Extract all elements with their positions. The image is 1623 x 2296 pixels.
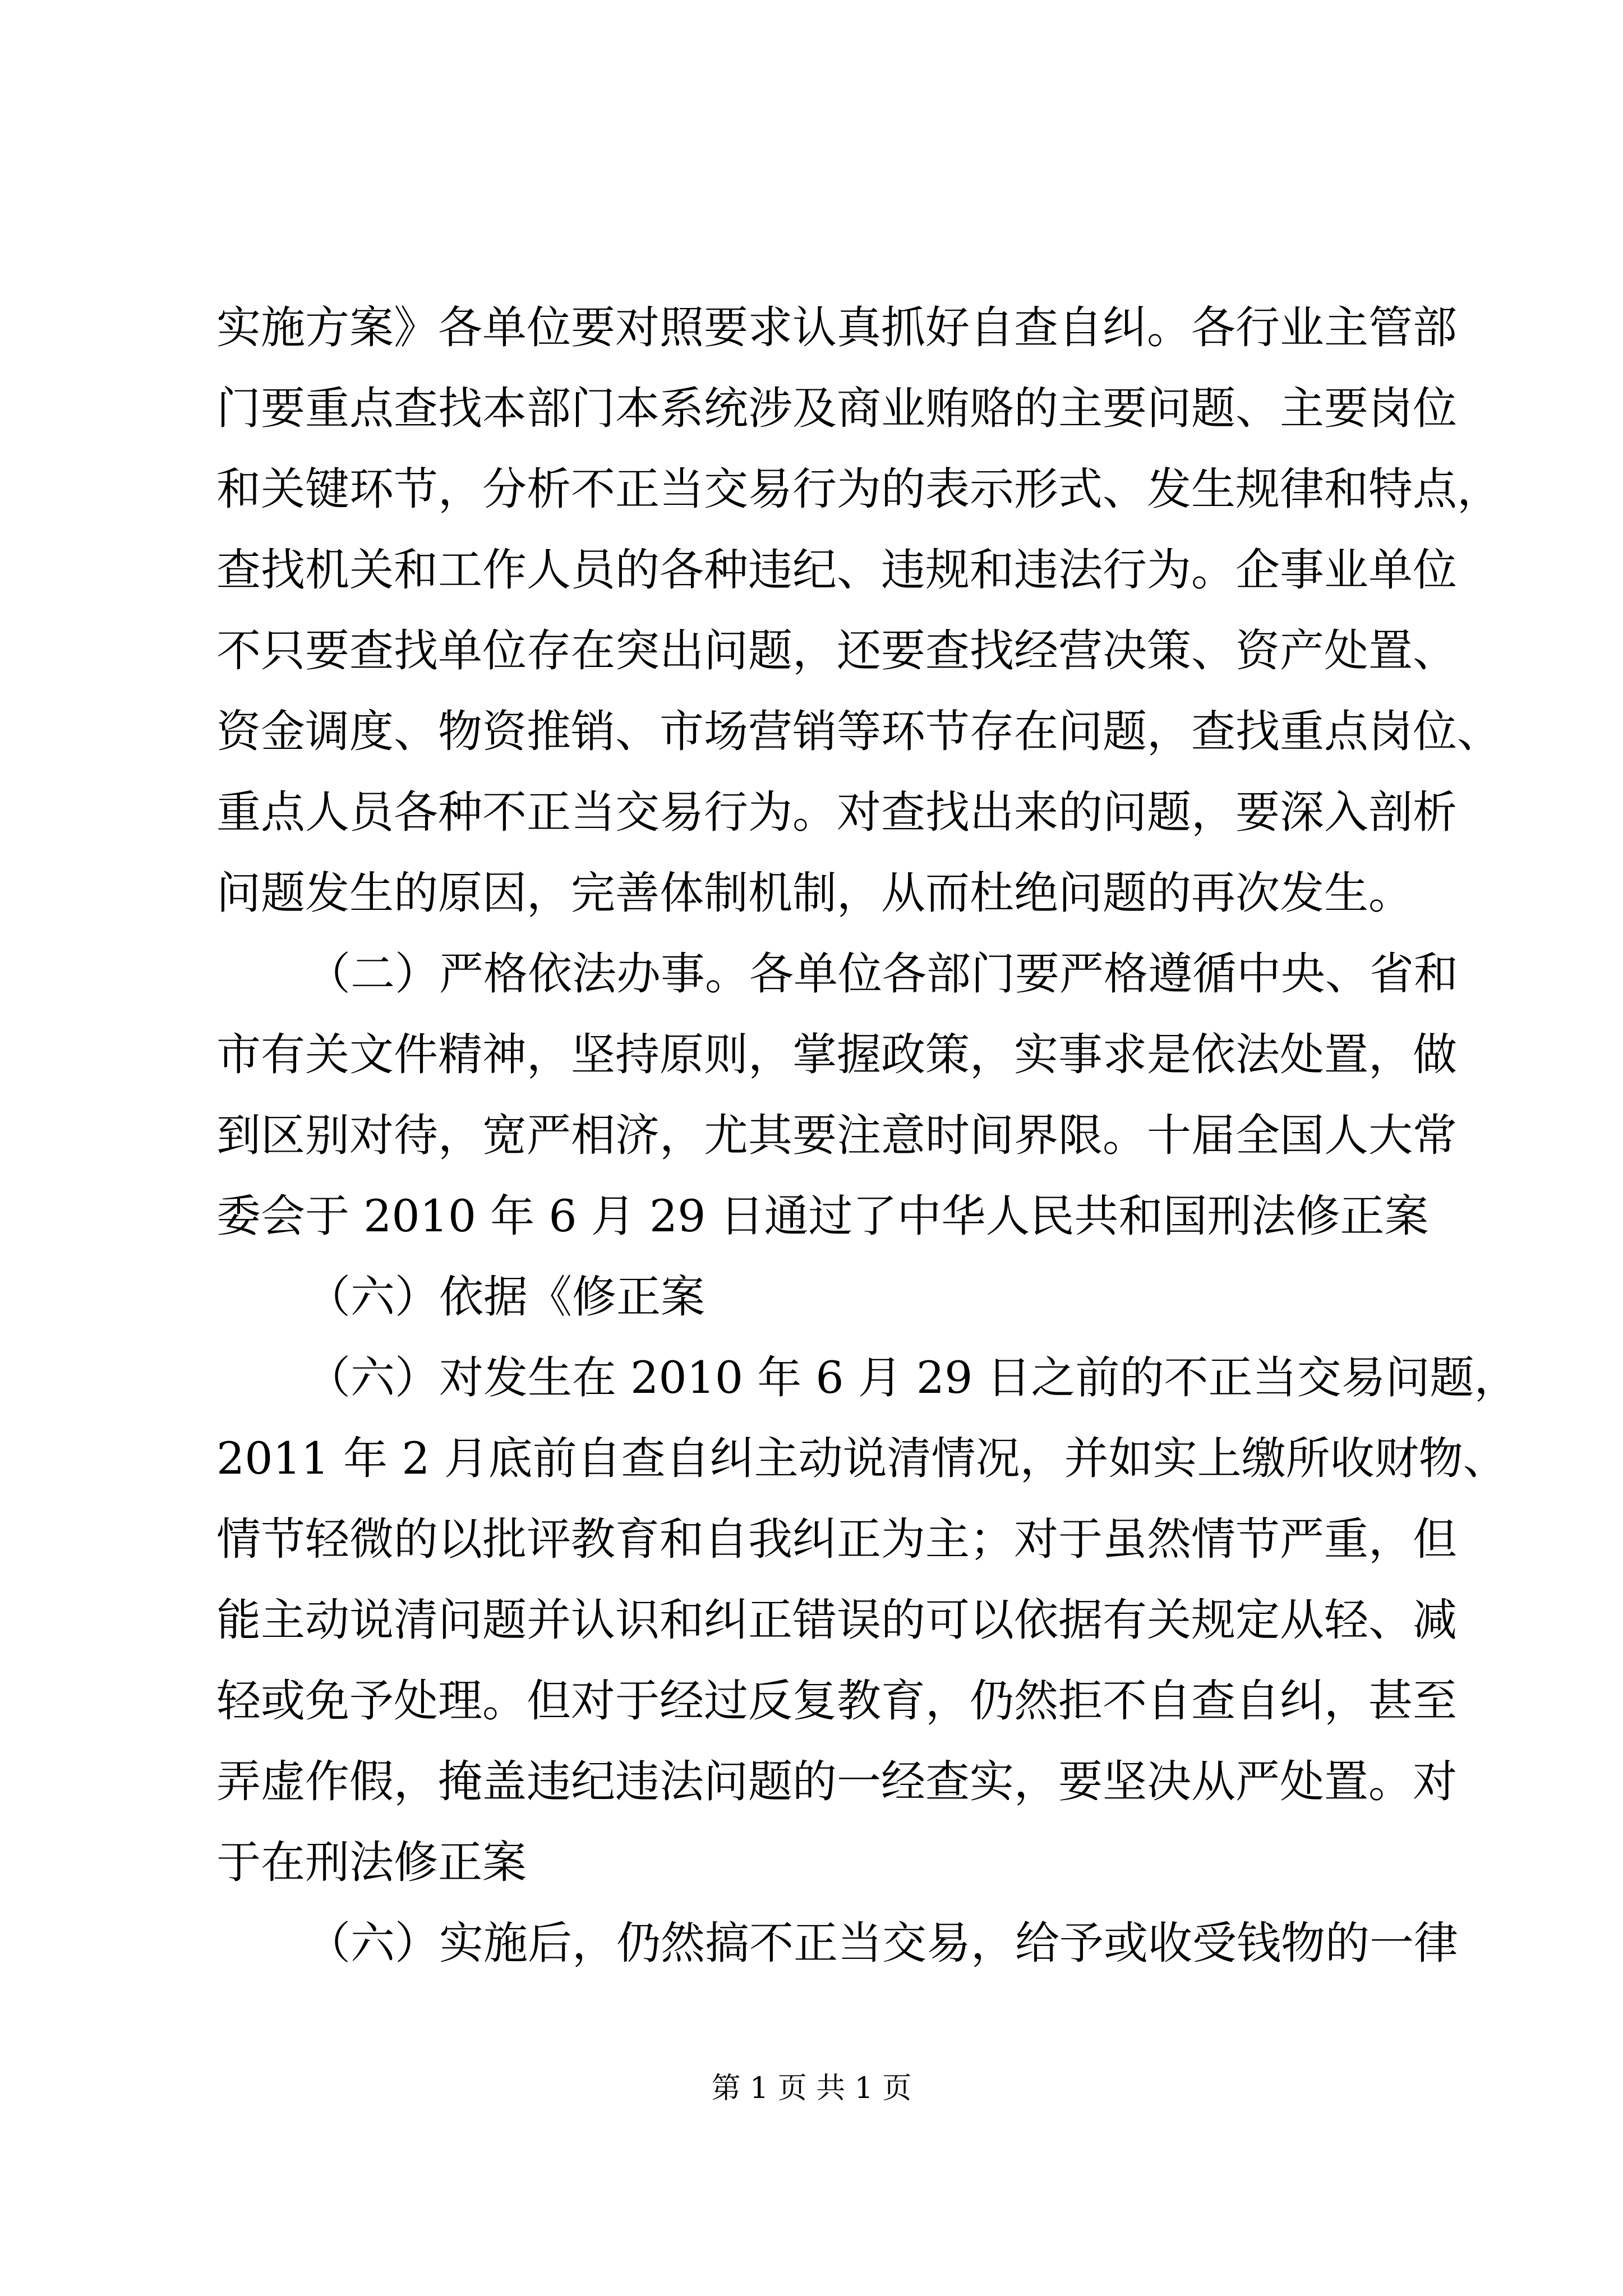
text-line: 查找机关和工作人员的各种违纪、违规和违法行为。企事业单位 [216, 544, 1457, 596]
text-line: 门要重点查找本部门本系统涉及商业贿赂的主要问题、主要岗位 [216, 383, 1457, 434]
text-line: 资金调度、物资推销、市场营销等环节存在问题，查找重点岗位、 [216, 706, 1501, 757]
text-line: （六）对发生在 2010 年 6 月 29 日之前的不正当交易问题， [306, 1352, 1519, 1404]
text-line: （六）实施后，仍然搞不正当交易，给予或收受钱物的一律 [306, 1917, 1458, 1969]
text-line: 能主动说清问题并认识和纠正错误的可以依据有关规定从轻、减 [216, 1594, 1457, 1646]
text-line: 情节轻微的以批评教育和自我纠正为主；对于虽然情节严重，但 [216, 1513, 1457, 1565]
text-line: （六）依据《修正案 [306, 1271, 705, 1323]
text-line: （二）严格依法办事。各单位各部门要严格遵循中央、省和 [306, 948, 1458, 1000]
text-line: 和关键环节，分析不正当交易行为的表示形式、发生规律和特点， [216, 463, 1501, 515]
text-line: 到区别对待，宽严相济，尤其要注意时间界限。十届全国人大常 [216, 1110, 1457, 1161]
text-line: 2011 年 2 月底前自查自纠主动说清情况，并如实上缴所收财物、 [216, 1433, 1507, 1484]
text-line: 弄虚作假，掩盖违纪违法问题的一经查实，要坚决从严处置。对 [216, 1756, 1457, 1807]
text-line: 于在刑法修正案 [216, 1837, 527, 1888]
text-line: 不只要查找单位存在突出问题，还要查找经营决策、资产处置、 [216, 625, 1457, 677]
text-line: 委会于 2010 年 6 月 29 日通过了中华人民共和国刑法修正案 [216, 1190, 1429, 1242]
text-line: 问题发生的原因，完善体制机制，从而杜绝问题的再次发生。 [216, 867, 1413, 919]
text-line: 实施方案》各单位要对照要求认真抓好自查自纠。各行业主管部 [216, 302, 1457, 353]
text-line: 市有关文件精神，坚持原则，掌握政策，实事求是依法处置，做 [216, 1029, 1457, 1080]
page-footer: 第 1 页 共 1 页 [711, 2072, 912, 2105]
text-line: 重点人员各种不正当交易行为。对查找出来的问题，要深入剖析 [216, 786, 1457, 838]
text-line: 轻或免予处理。但对于经过反复教育，仍然拒不自查自纠，甚至 [216, 1675, 1457, 1727]
document-body [216, 287, 1519, 1984]
